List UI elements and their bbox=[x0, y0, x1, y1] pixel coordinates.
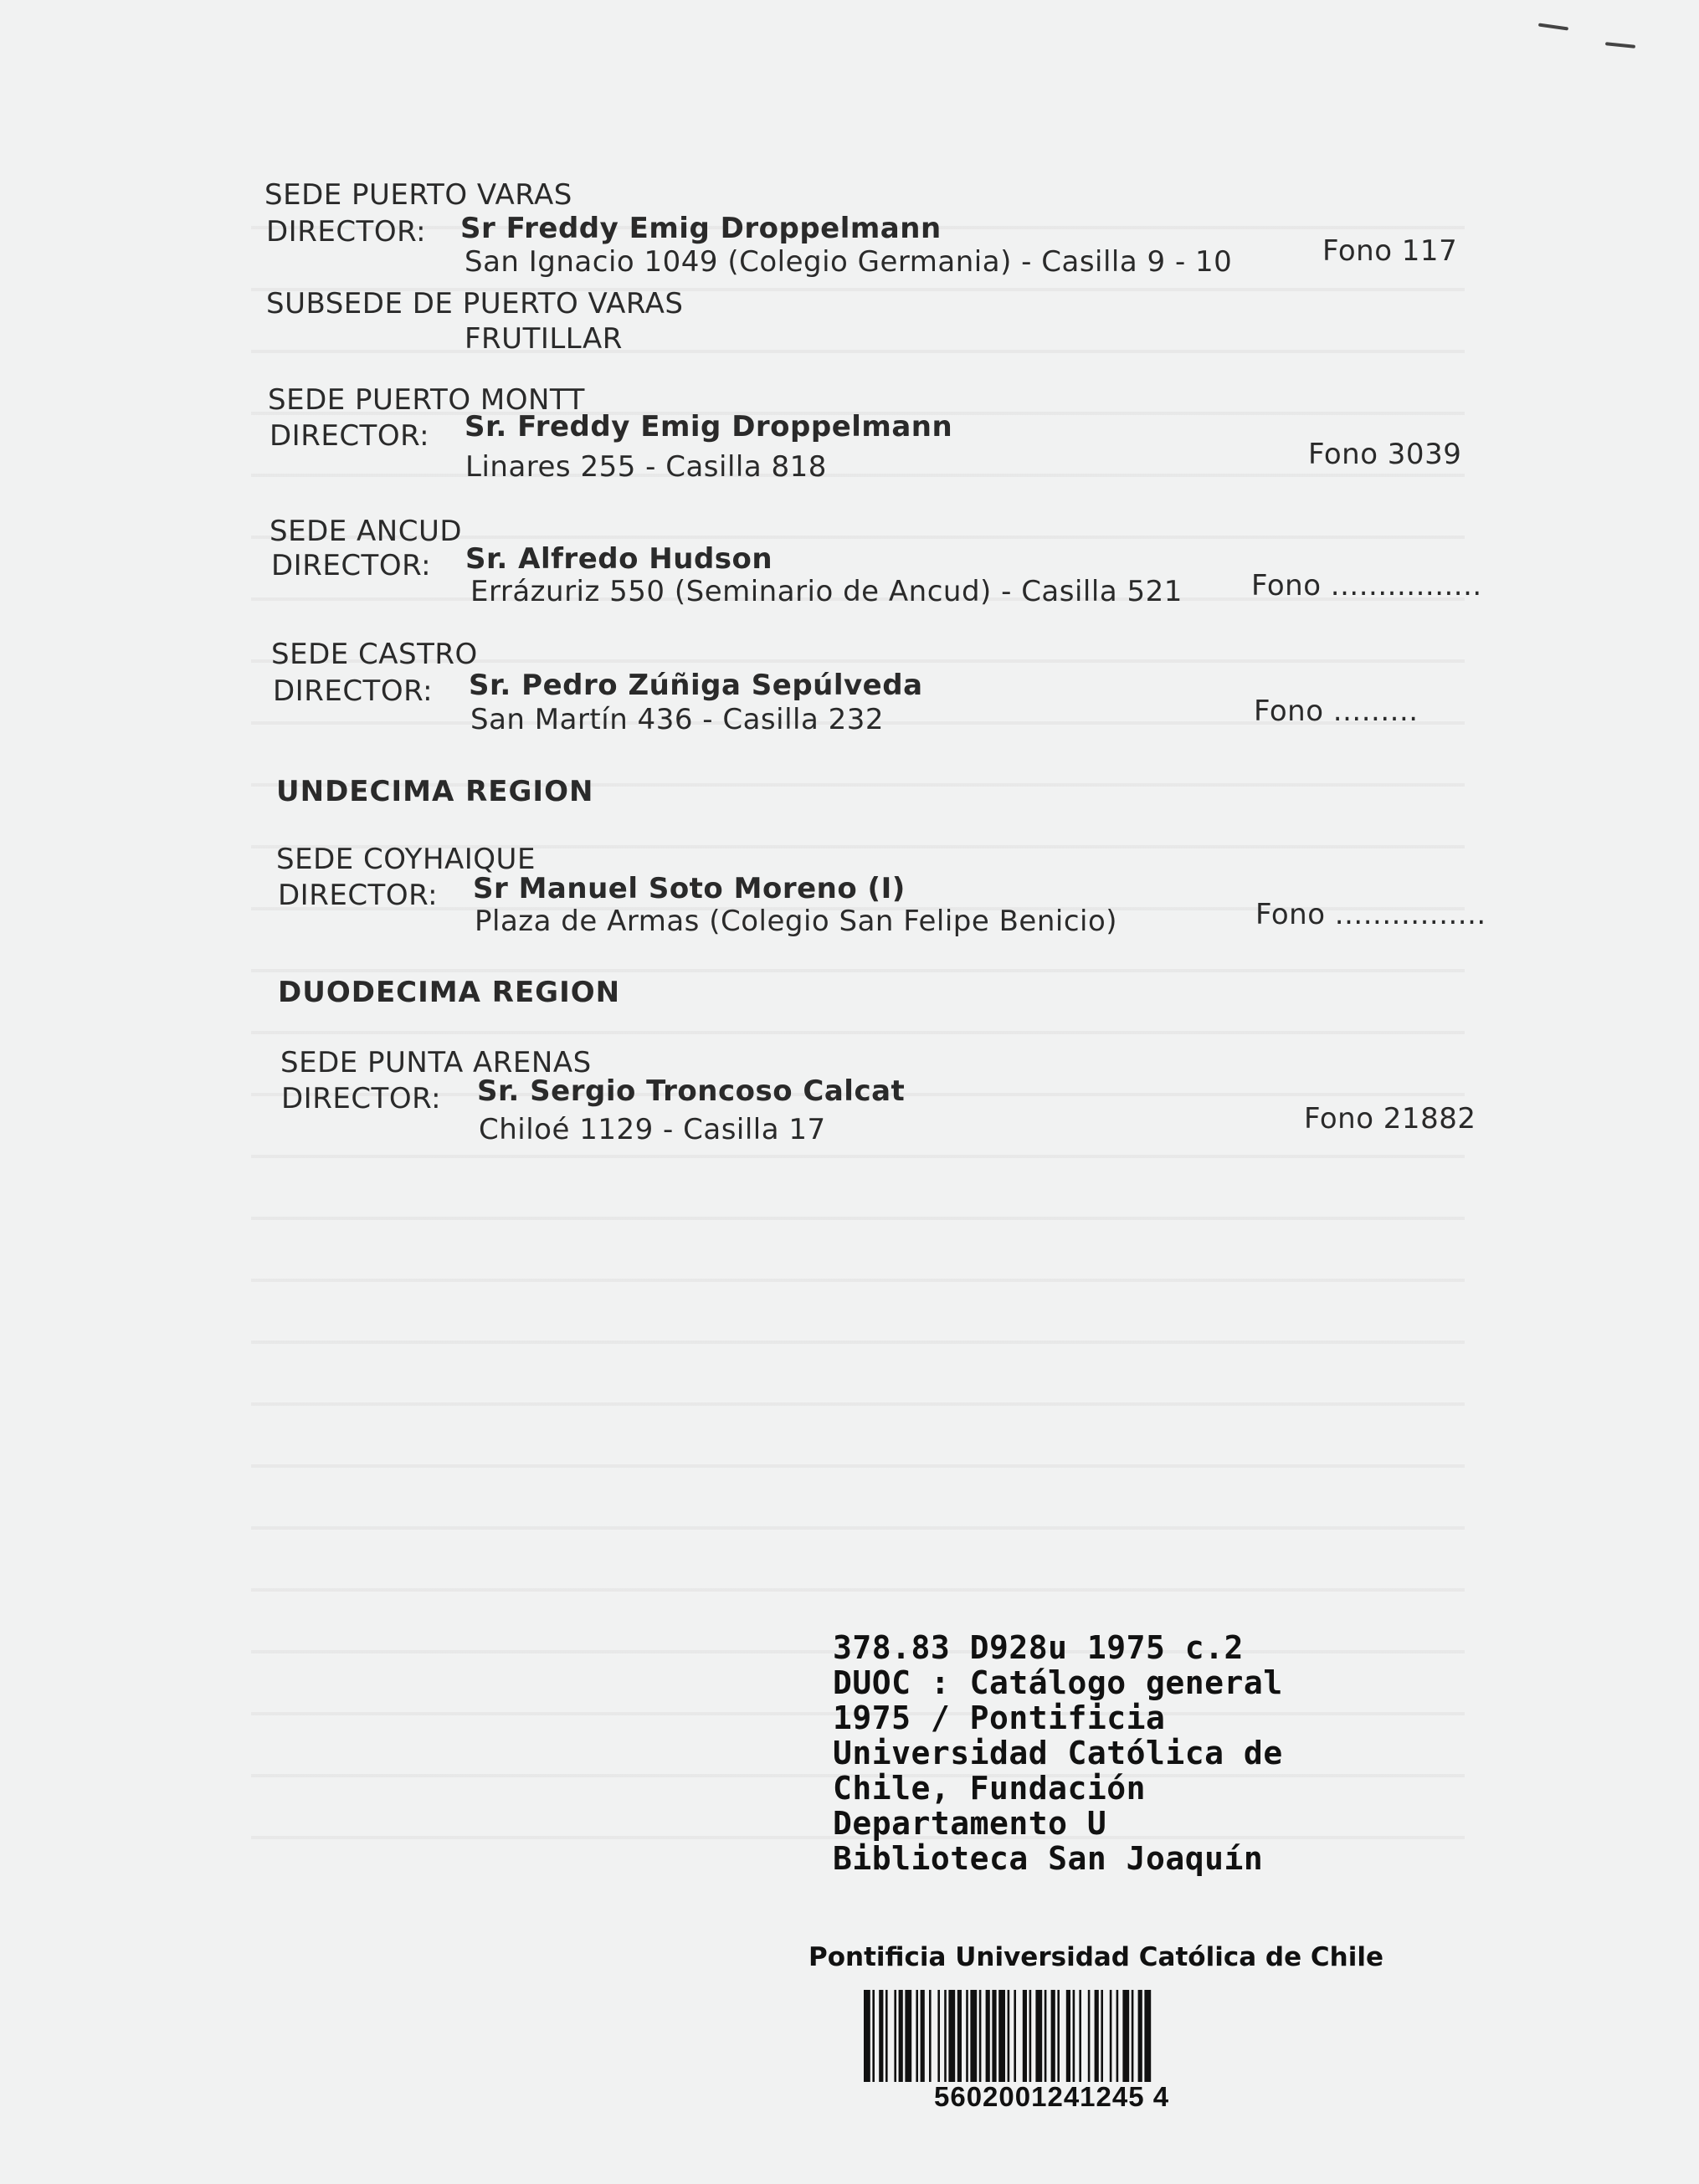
barcode-bar bbox=[929, 1990, 932, 2082]
entry-title: SEDE CASTRO bbox=[271, 638, 478, 671]
barcode-bar bbox=[1051, 1990, 1055, 2082]
entry-name: Sr. Freddy Emig Droppelmann bbox=[465, 410, 953, 443]
barcode-bar bbox=[885, 1990, 888, 2082]
barcode-bar bbox=[1066, 1990, 1070, 2082]
barcode-bar bbox=[1144, 1990, 1151, 2082]
catalog-line: Chile, Fundación bbox=[833, 1770, 1147, 1807]
region-heading: DUODECIMA REGION bbox=[278, 976, 621, 1009]
region-heading: UNDECIMA REGION bbox=[276, 775, 594, 808]
barcode-bar bbox=[1132, 1990, 1134, 2082]
entry-phone: Fono ................ bbox=[1255, 898, 1486, 931]
barcode-bar bbox=[872, 1990, 875, 2082]
barcode-bar bbox=[1029, 1990, 1032, 2082]
entry-title: SEDE PUERTO MONTT bbox=[268, 383, 585, 417]
entry-phone: Fono ......... bbox=[1254, 695, 1419, 728]
entry-title: SUBSEDE DE PUERTO VARAS bbox=[266, 287, 684, 320]
catalog-line: Departamento U bbox=[833, 1805, 1107, 1842]
barcode-bar bbox=[1088, 1990, 1091, 2082]
entry-name: Sr. Alfredo Hudson bbox=[465, 542, 773, 576]
barcode-bar bbox=[992, 1990, 996, 2082]
barcode-bar bbox=[986, 1990, 990, 2082]
barcode-bar bbox=[1110, 1990, 1112, 2082]
entry-address: San Ignacio 1049 (Colegio Germania) - Casilla 9 - 10 bbox=[465, 245, 1233, 279]
entry-title: SEDE PUERTO VARAS bbox=[264, 178, 572, 212]
barcode-bar bbox=[1023, 1990, 1027, 2082]
barcode-bar bbox=[937, 1990, 940, 2082]
barcode-bar bbox=[1057, 1990, 1060, 2082]
entry-role: DIRECTOR: bbox=[281, 1082, 442, 1115]
barcode-bar bbox=[979, 1990, 982, 2082]
entry-address: Linares 255 - Casilla 818 bbox=[465, 450, 827, 484]
entry-title: SEDE COYHAIQUE bbox=[276, 843, 536, 876]
catalog-line: DUOC : Catálogo general bbox=[833, 1664, 1283, 1701]
barcode-bar bbox=[864, 1990, 870, 2082]
entry-role: DIRECTOR: bbox=[278, 879, 439, 912]
entry-address: Errázuriz 550 (Seminario de Ancud) - Casilla 521 bbox=[470, 575, 1183, 608]
entry-title: SEDE ANCUD bbox=[269, 515, 463, 548]
barcode-bar bbox=[1014, 1990, 1016, 2082]
barcode-bar bbox=[879, 1990, 883, 2082]
entry-name: Sr. Pedro Zúñiga Sepúlveda bbox=[469, 669, 923, 702]
barcode-number: 5602001241245 4 bbox=[934, 2081, 1170, 2112]
entry-name: Sr. Sergio Troncoso Calcat bbox=[477, 1074, 906, 1108]
barcode-bar bbox=[970, 1990, 977, 2082]
entry-role: DIRECTOR: bbox=[273, 674, 434, 708]
scan-mark bbox=[1538, 23, 1568, 31]
entry-address: Chiloé 1129 - Casilla 17 bbox=[479, 1113, 826, 1146]
barcode-bar bbox=[966, 1990, 968, 2082]
entry-address: Plaza de Armas (Colegio San Felipe Benicio) bbox=[475, 905, 1118, 938]
institution-name: Pontificia Universidad Católica de Chile bbox=[808, 1942, 1384, 1972]
barcode bbox=[862, 1990, 1247, 2082]
catalog-label bbox=[833, 1630, 1283, 1876]
barcode-bar bbox=[1116, 1990, 1119, 2082]
barcode-bar bbox=[1035, 1990, 1042, 2082]
entry-address: San Martín 436 - Casilla 232 bbox=[470, 703, 885, 736]
barcode-bar bbox=[1101, 1990, 1103, 2082]
scan-mark bbox=[1605, 42, 1635, 49]
barcode-bar bbox=[894, 1990, 896, 2082]
entry-role: DIRECTOR: bbox=[266, 215, 427, 249]
entry-phone: Fono ................ bbox=[1251, 569, 1482, 602]
catalog-line: Universidad Católica de bbox=[833, 1735, 1283, 1771]
catalog-line: 378.83 D928u 1975 c.2 bbox=[833, 1629, 1244, 1666]
barcode-bar bbox=[1122, 1990, 1129, 2082]
barcode-bar bbox=[1008, 1990, 1010, 2082]
entry-name: Sr Manuel Soto Moreno (I) bbox=[473, 872, 906, 905]
entry-title: SEDE PUNTA ARENAS bbox=[280, 1046, 592, 1079]
catalog-line: Biblioteca San Joaquín bbox=[833, 1840, 1264, 1877]
barcode-bar bbox=[1095, 1990, 1099, 2082]
entry-role: DIRECTOR: bbox=[269, 419, 430, 453]
entry-phone: Fono 117 bbox=[1322, 234, 1458, 268]
barcode-bar bbox=[957, 1990, 962, 2082]
barcode-bar bbox=[1138, 1990, 1142, 2082]
barcode-bar bbox=[899, 1990, 903, 2082]
barcode-bar bbox=[921, 1990, 925, 2082]
entry-phone: Fono 3039 bbox=[1308, 438, 1462, 471]
barcode-bar bbox=[944, 1990, 947, 2082]
barcode-bar bbox=[905, 1990, 911, 2082]
barcode-bar bbox=[998, 1990, 1005, 2082]
catalog-line: 1975 / Pontificia bbox=[833, 1700, 1166, 1736]
entry-sub: FRUTILLAR bbox=[465, 322, 623, 356]
barcode-bar bbox=[948, 1990, 955, 2082]
entry-role: DIRECTOR: bbox=[271, 549, 432, 582]
barcode-bar bbox=[1079, 1990, 1081, 2082]
barcode-bar bbox=[1073, 1990, 1075, 2082]
barcode-bar bbox=[1045, 1990, 1047, 2082]
barcode-bar bbox=[916, 1990, 918, 2082]
entry-phone: Fono 21882 bbox=[1304, 1102, 1476, 1136]
entry-name: Sr Freddy Emig Droppelmann bbox=[460, 212, 942, 245]
